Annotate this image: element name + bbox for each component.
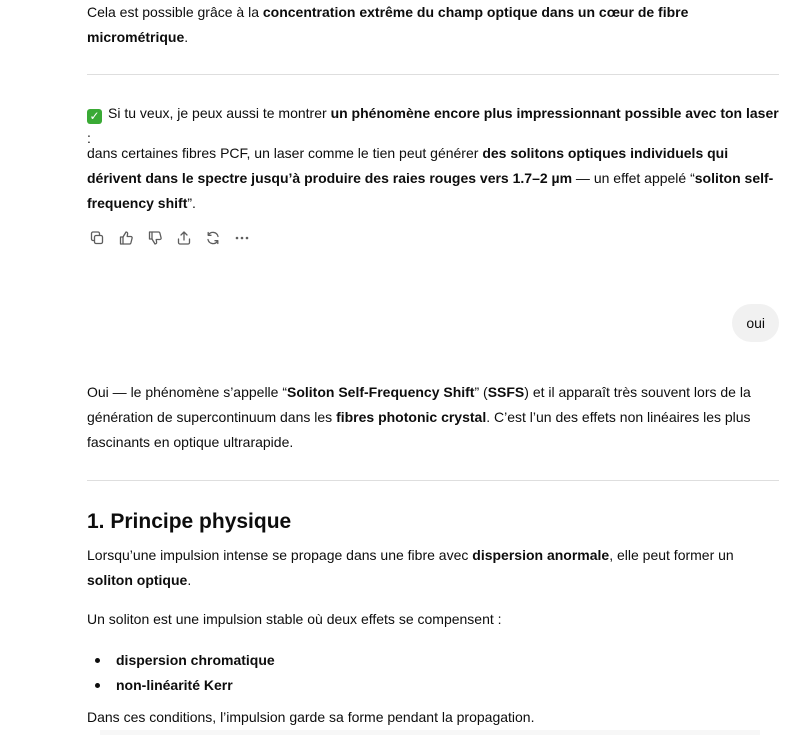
bad-response-button[interactable] bbox=[145, 228, 165, 248]
regenerate-button[interactable] bbox=[203, 228, 223, 248]
list-item: dispersion chromatique bbox=[116, 648, 275, 673]
share-icon bbox=[176, 230, 192, 246]
regenerate-icon bbox=[205, 230, 221, 246]
assistant-paragraph: Cela est possible grâce à la concentration extrême du champ optique dans un cœur de fibre micrométrique. bbox=[87, 4, 689, 45]
assistant-paragraph: dans certaines fibres PCF, un laser comme le tien peut générer des solitons optiques individuels qui dérivent dans le spectre jusqu’à produire des raies rouges vers 1.7–2 µm — un effet appelé “soliton self-frequency shift”. bbox=[87, 145, 774, 211]
assistant-paragraph: Dans ces conditions, l’impulsion garde sa forme pendant la propagation. bbox=[87, 709, 535, 725]
assistant-paragraph: Lorsqu’une impulsion intense se propage dans une fibre avec dispersion anormale, elle peut former un soliton optique. bbox=[87, 547, 734, 588]
more-options-button[interactable] bbox=[232, 228, 252, 248]
more-icon bbox=[234, 230, 250, 246]
scroll-fade bbox=[100, 730, 760, 735]
copy-icon bbox=[89, 230, 105, 246]
copy-button[interactable] bbox=[87, 228, 107, 248]
thumbs-down-icon bbox=[147, 230, 163, 246]
check-mark-icon: ✓ bbox=[87, 109, 102, 124]
user-message-bubble: oui bbox=[732, 304, 779, 342]
bullet-list bbox=[87, 648, 275, 698]
divider bbox=[87, 480, 779, 481]
list-item: non-linéarité Kerr bbox=[116, 673, 275, 698]
assistant-paragraph: Un soliton est une impulsion stable où deux effets se compensent : bbox=[87, 611, 502, 627]
assistant-paragraph: ✓ Si tu veux, je peux aussi te montrer un phénomène encore plus impressionnant possible avec ton laser : bbox=[87, 105, 779, 146]
message-action-bar bbox=[87, 228, 252, 248]
good-response-button[interactable] bbox=[116, 228, 136, 248]
divider bbox=[87, 74, 779, 75]
share-button[interactable] bbox=[174, 228, 194, 248]
section-heading: 1. Principe physique bbox=[87, 510, 292, 533]
thumbs-up-icon bbox=[118, 230, 134, 246]
assistant-paragraph: Oui — le phénomène s’appelle “Soliton Self-Frequency Shift” (SSFS) et il apparaît très souvent lors de la génération de supercontinuum dans les fibres photonic crystal. C’est l’un des effets non linéaires les plus fascinants en optique ultrarapide. bbox=[87, 384, 751, 450]
